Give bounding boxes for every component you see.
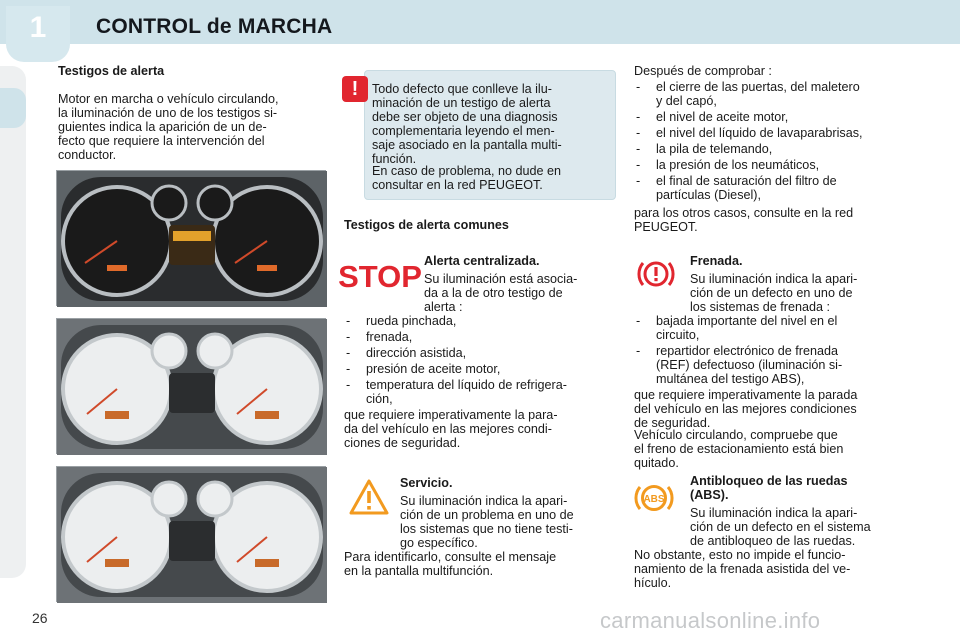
stop-label: STOP bbox=[338, 259, 422, 294]
list-item: - bajada importante del nivel en el circuito, bbox=[636, 314, 838, 342]
dashboard-photo-night bbox=[56, 170, 326, 306]
centralized-text: Su iluminación está asocia- da a la de otro testigo de alerta : bbox=[424, 272, 578, 314]
list-item: - la pila de telemando, bbox=[636, 142, 773, 156]
dashboard-photo-white bbox=[56, 318, 326, 454]
left-intro-paragraph: Motor en marcha o vehículo circulando, la iluminación de uno de los testigos si- guientes indica la aparición de un de- fecto que requiere la intervención del conductor. bbox=[58, 92, 279, 162]
abs-title: Antibloqueo de las ruedas (ABS). bbox=[690, 474, 848, 502]
brake-title: Frenada. bbox=[690, 254, 743, 268]
list-item: - temperatura del líquido de refrigera- ción, bbox=[346, 378, 567, 406]
list-item: - repartidor electrónico de frenada (REF) defectuoso (iluminación si- multánea del testigo ABS), bbox=[636, 344, 843, 386]
service-after-text: Para identificarlo, consulte el mensaje en la pantalla multifunción. bbox=[344, 550, 557, 578]
brake-text: Su iluminación indica la apari- ción de un defecto en uno de los sistemas de frenada : bbox=[690, 272, 858, 314]
stop-warning-icon bbox=[338, 259, 422, 294]
side-decoration-accent bbox=[0, 88, 26, 128]
abs-after-text: No obstante, esto no impide el funcio- namiento de la frenada asistida del ve- hículo. bbox=[634, 548, 851, 590]
warning-badge-icon: ! bbox=[342, 76, 368, 102]
heading-testigos-comunes: Testigos de alerta comunes bbox=[344, 218, 509, 232]
list-item: - el final de saturación del filtro de partículas (Diesel), bbox=[636, 174, 837, 202]
brake-after-text-2: Vehículo circulando, compruebe que el freno de estacionamiento está bien quitado. bbox=[634, 428, 844, 470]
heading-testigos-alerta: Testigos de alerta bbox=[58, 64, 165, 78]
brake-warning-icon bbox=[636, 254, 676, 294]
abs-text: Su iluminación indica la apari- ción de un defecto en el sistema de antibloqueo de las ruedas. bbox=[690, 506, 871, 548]
watermark: carmanualsonline.info bbox=[600, 608, 821, 633]
service-title: Servicio. bbox=[400, 476, 453, 490]
abs-warning-icon bbox=[632, 478, 676, 518]
service-text: Su iluminación indica la apari- ción de un problema en uno de los sistemas que no tiene testi- go específico. bbox=[400, 494, 574, 550]
centralized-list bbox=[344, 314, 616, 406]
service-warning-icon bbox=[348, 478, 390, 516]
page-title: CONTROL de MARCHA bbox=[96, 15, 333, 38]
list-item: - presión de aceite motor, bbox=[346, 362, 501, 376]
abs-icon-label: ABS bbox=[643, 494, 665, 505]
page-number: 26 bbox=[32, 610, 48, 626]
chapter-number: 1 bbox=[29, 11, 47, 44]
centralized-title: Alerta centralizada. bbox=[424, 254, 540, 268]
side-decoration bbox=[0, 66, 26, 578]
dashboard-photo-white-2 bbox=[56, 466, 326, 602]
check-intro: Después de comprobar : bbox=[634, 64, 772, 78]
list-item: - la presión de los neumáticos, bbox=[636, 158, 820, 172]
warning-text-2: En caso de problema, no dude en consultar en la red PEUGEOT. bbox=[372, 164, 562, 192]
brake-list bbox=[634, 314, 906, 386]
list-item: - el nivel de aceite motor, bbox=[636, 110, 789, 124]
check-after-text: para los otros casos, consulte en la red PEUGEOT. bbox=[634, 206, 854, 234]
list-item: - el cierre de las puertas, del maletero y del capó, bbox=[636, 80, 860, 108]
check-list bbox=[634, 80, 906, 202]
list-item: - frenada, bbox=[346, 330, 413, 344]
warning-text-1: Todo defecto que conlleve la ilu- minación de un testigo de alerta debe ser objeto de una diagnosis complementaria leyendo el men- saje asociado en la pantalla multi- función. bbox=[372, 82, 562, 166]
list-item: - rueda pinchada, bbox=[346, 314, 457, 328]
centralized-after-text: que requiere imperativamente la para- da del vehículo en las mejores condi- ciones de seguridad. bbox=[344, 408, 558, 450]
list-item: - el nivel del líquido de lavaparabrisas, bbox=[636, 126, 863, 140]
brake-after-text: que requiere imperativamente la parada del vehículo en las mejores condiciones de seguridad. bbox=[634, 388, 858, 430]
list-item: - dirección asistida, bbox=[346, 346, 467, 360]
